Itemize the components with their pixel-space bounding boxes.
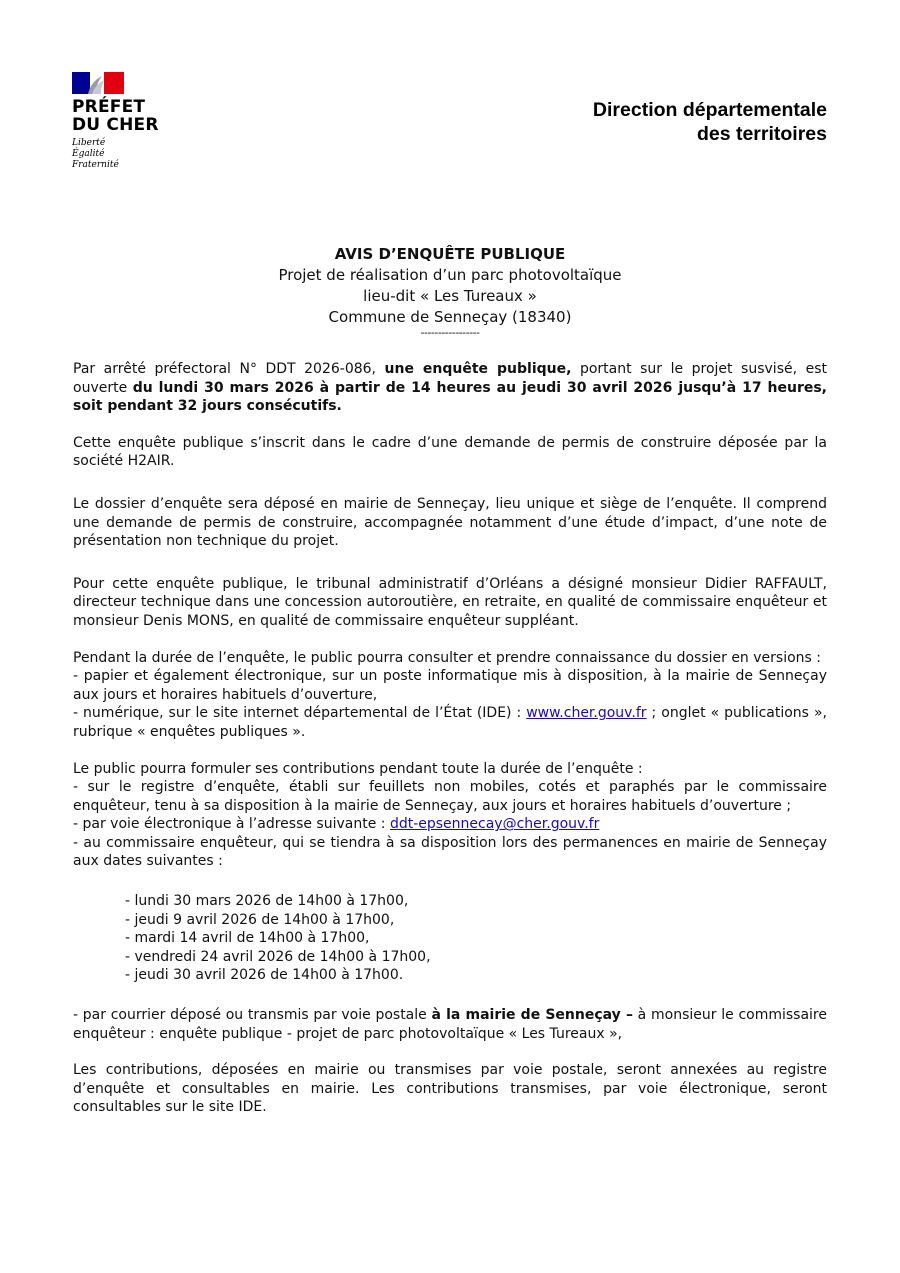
direction-line1: Direction départementale xyxy=(592,99,827,121)
paragraph-commissaire: Pour cette enquête publique, le tribunal administratif d’Orléans a désigné monsieur Didier RAFFAULT, directeur technique dans une concession autoroutière, en retraite, en qualité de commissaire enquêteur et monsieur Denis MONS, en qualité de commissaire enquêteur suppléant. xyxy=(73,575,827,629)
list-item: - lundi 30 mars 2026 de 14h00 à 17h00, xyxy=(125,893,409,910)
motto-egalite: Égalité xyxy=(72,149,105,159)
paragraph-courrier xyxy=(73,1006,827,1043)
title-main: AVIS D’ENQUÊTE PUBLIQUE xyxy=(334,245,566,263)
list-item: - mardi 14 avril de 14h00 à 17h00, xyxy=(125,930,370,947)
paragraph-dossier: Le dossier d’enquête sera déposé en mairie de Senneçay, lieu unique et siège de l’enquête. Il comprend une demande de permis de construire, accompagnée notamment d’une étude d’impact, d’une note de présentation non technique du projet. xyxy=(73,495,827,550)
paragraph-contributions-email xyxy=(73,815,827,834)
paragraph-consultation-papier: - papier et également électronique, sur un poste informatique mis à disposition, à la mairie de Senneçay aux jours et horaires habituels d’ouverture, xyxy=(73,668,827,703)
permanence-dates-list xyxy=(73,892,827,985)
prefet-line2: DU CHER xyxy=(72,115,159,135)
p5-item2-a: - numérique, sur le site internet départemental de l’État (IDE) : xyxy=(73,705,527,722)
title-place: lieu-dit « Les Tureaux » xyxy=(363,287,537,305)
p7-text-c: à monsieur le commissaire enquêteur : enquête publique - projet de parc photovoltaïque « Les Tureaux », xyxy=(73,1007,827,1042)
motto-fraternite: Fraternité xyxy=(72,160,119,170)
republic-motto xyxy=(72,138,192,171)
p1-text-a: Par arrêté préfectoral N° DDT 2026-086, xyxy=(73,361,385,377)
paragraph-permis: Cette enquête publique s’inscrit dans le cadre d’une demande de permis de construire déposée par la société H2AIR. xyxy=(73,434,827,470)
title-separator: ----------------- xyxy=(420,326,480,339)
p1-text-b: une enquête publique, xyxy=(384,361,572,377)
p7-text-a: - par courrier déposé ou transmis par voie postale xyxy=(73,1007,432,1024)
email-link[interactable]: ddt-epsennecay@cher.gouv.fr xyxy=(389,816,600,833)
prefet-title xyxy=(72,98,192,134)
notice-body xyxy=(73,360,827,1117)
list-item: - jeudi 9 avril 2026 de 14h00 à 17h00, xyxy=(125,911,395,928)
title-project: Projet de réalisation d’un parc photovoltaïque xyxy=(278,266,622,284)
paragraph-contributions-intro: Le public pourra formuler ses contributions pendant toute la durée de l’enquête : xyxy=(73,760,643,777)
cher-gouv-link[interactable]: www.cher.gouv.fr xyxy=(526,705,647,722)
p5-item2-b: ; onglet « publications », rubrique « enquêtes publiques ». xyxy=(73,705,827,740)
notice-title xyxy=(0,244,900,338)
p7-text-b: à la mairie de Senneçay – xyxy=(431,1007,633,1024)
paragraph-arrete xyxy=(73,360,827,416)
marianne-flag-icon xyxy=(72,72,124,94)
paragraph-consultation-intro: Pendant la durée de l’enquête, le public pourra consulter et prendre connaissance du dossier en versions : xyxy=(73,649,821,666)
list-item: - jeudi 30 avril 2026 de 14h00 à 17h00. xyxy=(125,967,404,984)
paragraph-contributions-permanences: - au commissaire enquêteur, qui se tiendra à sa disposition lors des permanences en mairie de Senneçay aux dates suivantes : xyxy=(73,834,827,870)
p6-item2-a: - par voie électronique à l’adresse suivante : xyxy=(73,816,390,833)
direction-line2: des territoires xyxy=(696,123,827,145)
paragraph-annexes: Les contributions, déposées en mairie ou transmises par voie postale, seront annexées au registre d’enquête et consultables en mairie. Les contributions transmises, par voie électronique, seront consultables sur le site IDE. xyxy=(73,1062,827,1116)
direction-heading xyxy=(593,98,827,146)
paragraph-consultation-numerique xyxy=(73,704,827,741)
title-commune: Commune de Senneçay (18340) xyxy=(328,308,572,326)
prefet-logo xyxy=(72,72,192,171)
prefet-line1: PRÉFET xyxy=(72,97,146,117)
list-item: - vendredi 24 avril 2026 de 14h00 à 17h00, xyxy=(125,948,431,965)
p1-text-d: du lundi 30 mars 2026 à partir de 14 heures au jeudi 30 avril 2026 jusqu’à 17 heures, soit pendant 32 jours consécutifs. xyxy=(73,379,827,415)
motto-liberte: Liberté xyxy=(72,138,106,148)
paragraph-contributions-registre: - sur le registre d’enquête, établi sur feuillets non mobiles, cotés et paraphés par le commissaire enquêteur, tenu à sa disposition à la mairie de Senneçay, aux jours et horaires habituels d’ouverture ; xyxy=(73,779,827,814)
p1-text-c: portant sur le projet susvisé, est ouverte xyxy=(73,361,827,396)
